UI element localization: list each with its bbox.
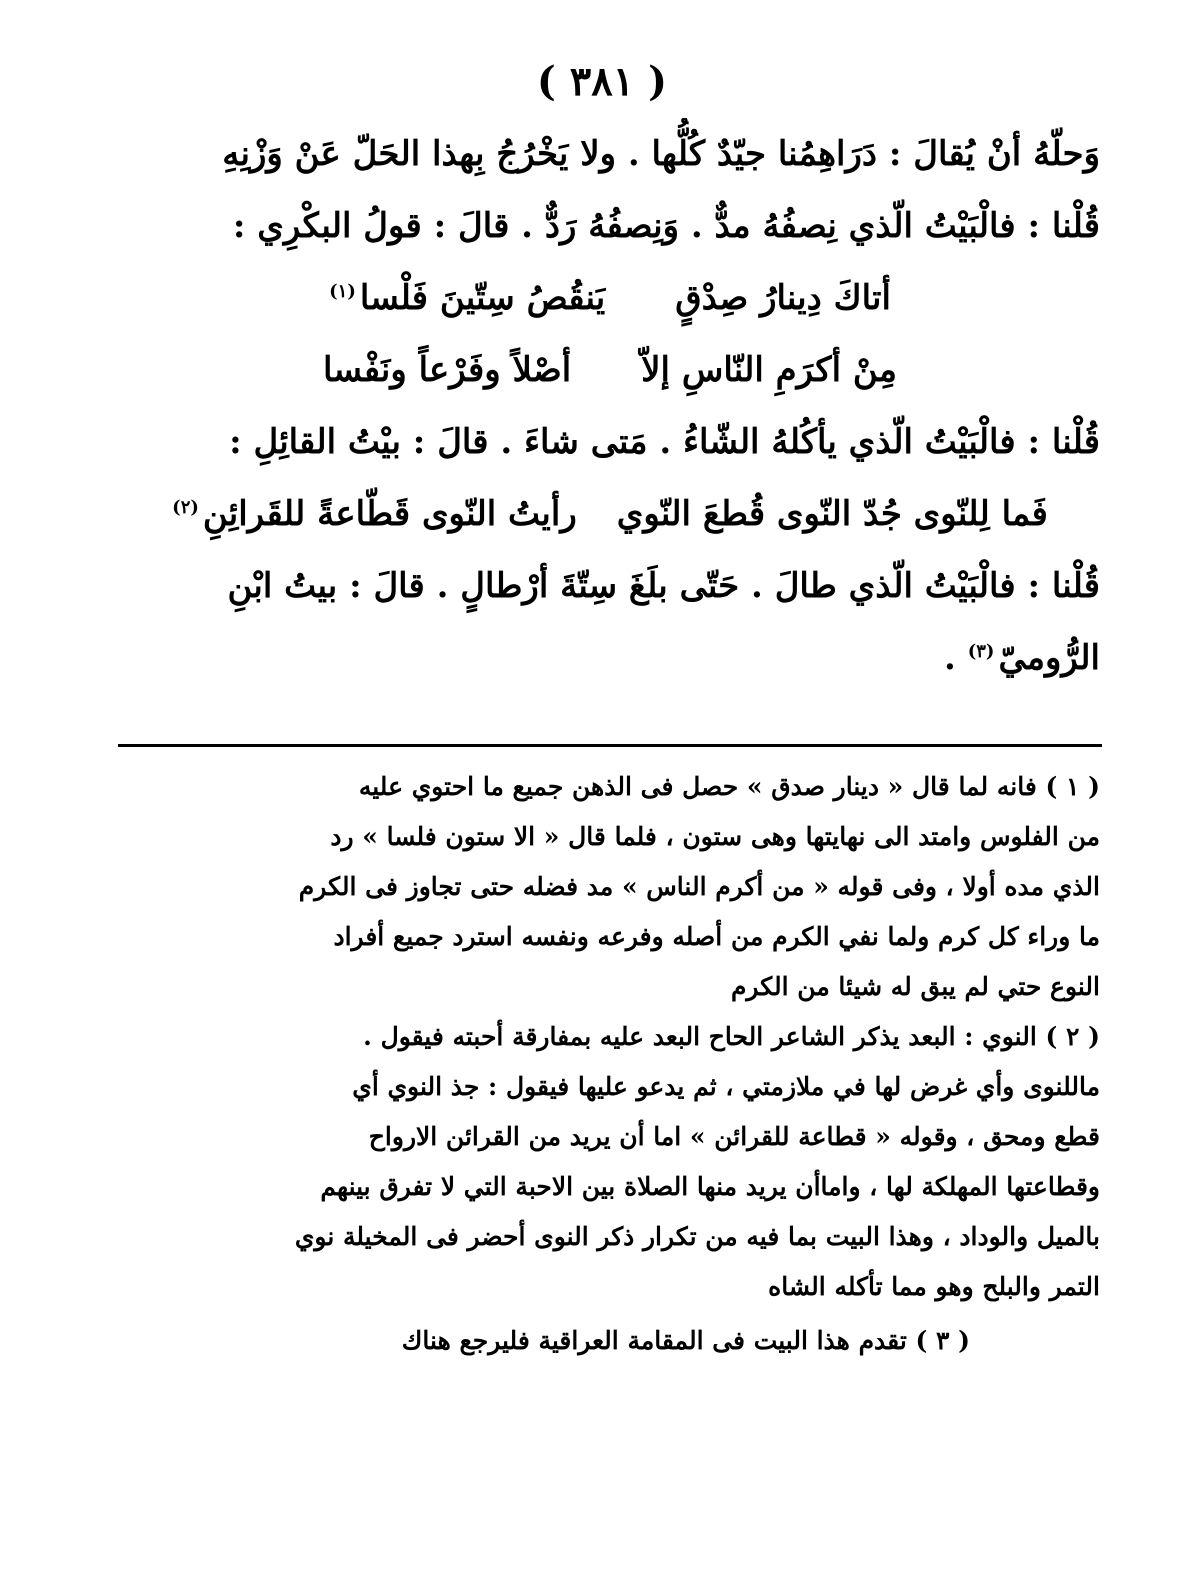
footnote-2-line: بالميل والوداد ، وهذا البيت بما فيه من تكرار ذكر النوى أحضر فى المخيلة نوي	[294, 1222, 1100, 1251]
footnote-1-line: ( ١ ) فانه لما قال « دينار صدق » حصل فى الذهن جميع ما احتوي عليه	[358, 772, 1100, 801]
footnote-marker-1: (١)	[329, 280, 356, 302]
footnote-separator	[118, 744, 1102, 747]
prose-line-5-text: الرُّوميّ	[998, 638, 1100, 678]
verse-1	[120, 262, 1100, 334]
prose-line-2: قُلْنا : فالْبَيْتُ الّذي نِصفُهُ مدٌّ . وَنِصفُهُ رَدٌّ . قالَ : قولُ البكْرِي :	[232, 206, 1100, 246]
footnote-2-line: وقطاعتها المهلكة لها ، واماأن يريد منها الصلاة بين الاحبة التي لا تفرق بينهم	[320, 1172, 1100, 1201]
footnote-3: ( ٣ ) تقدم هذا البيت فى المقامة العراقية فليرجع هناك	[401, 1326, 970, 1355]
verse-2-first-hemistich: مِنْ أكرَمِ النّاسِ إلاّ	[641, 350, 897, 390]
verse-3	[120, 478, 1100, 550]
verse-1-second-hemistich	[329, 262, 605, 334]
footnote-1-line: الذي مده أولا ، وفى قوله « من أكرم الناس » مد فضله حتى تجاوز فى الكرم	[298, 872, 1100, 901]
main-text	[120, 118, 1100, 694]
prose-line-5	[120, 622, 1100, 694]
page-number: ( ٣٨١ )	[536, 58, 668, 105]
footnote-1	[120, 762, 1100, 1012]
verse-2-second-hemistich: أصْلاً وفَرْعاً ونَفْسا	[323, 350, 572, 390]
footnote-1-line: ما وراء كل كرم ولما نفي الكرم من أصله وفرعه ونفسه استرد جميع أفراد	[333, 922, 1100, 951]
footnote-marker-2: (٢)	[172, 496, 199, 518]
prose-line-4: قُلْنا : فالْبَيْتُ الّذي طالَ . حَتّى بلَغَ سِتّةَ أرْطالٍ . قالَ : بيتُ ابْنِ	[227, 566, 1100, 606]
footnote-2-line: قطع ومحق ، وقوله « قطاعة للقرائن » اما أن يريد من القرائن الارواح	[368, 1122, 1100, 1151]
footnote-1-line: من الفلوس وامتد الى نهايتها وهى ستون ، فلما قال « الا ستون فلسا » رد	[330, 822, 1100, 851]
footnote-marker-3: (٣)	[967, 640, 995, 662]
footnote-2-line: التمر والبلح وهو مما تأكله الشاه	[768, 1272, 1100, 1301]
prose-line-5-end: .	[944, 638, 956, 678]
verse-1-second-text: يَنقُصُ سِتّينَ فَلْسا	[359, 278, 606, 318]
footnote-2-line: ماللنوى وأي غرض لها في ملازمتي ، ثم يدعو عليها فيقول : جذ النوي أي	[352, 1072, 1100, 1101]
verse-3-second-text: رأيتُ النّوى قَطّاعةً للقَرائِنِ	[202, 494, 577, 534]
verse-1-first-hemistich: أتاكَ دِينارُ صِدْقٍ	[675, 278, 891, 318]
prose-line-1: وَحلّهُ أنْ يُقالَ : دَرَاهِمُنا جيّدٌ كُلُّها . ولا يَخْرُجُ بِهذا الحَلّ عَنْ وَزْنِهِ	[222, 134, 1100, 174]
footnote-2	[120, 1012, 1100, 1312]
verse-2	[120, 334, 1100, 406]
verse-3-first-hemistich: فَما لِلنّوى جُدّ النّوى قُطعَ النّوي	[616, 494, 1048, 534]
footnote-2-line: ( ٢ ) النوي : البعد يذكر الشاعر الحاح البعد عليه بمفارقة أحبته فيقول .	[363, 1022, 1100, 1051]
verse-3-second-hemistich	[172, 478, 577, 550]
footnote-1-line: النوع حتي لم يبق له شيئا من الكرم	[730, 972, 1100, 1001]
footnotes	[120, 762, 1100, 1366]
prose-line-3: قُلْنا : فالْبَيْتُ الّذي يأكُلهُ الشّاءُ . مَتى شاءَ . قالَ : بيْتُ القائِلِ :	[229, 422, 1100, 462]
